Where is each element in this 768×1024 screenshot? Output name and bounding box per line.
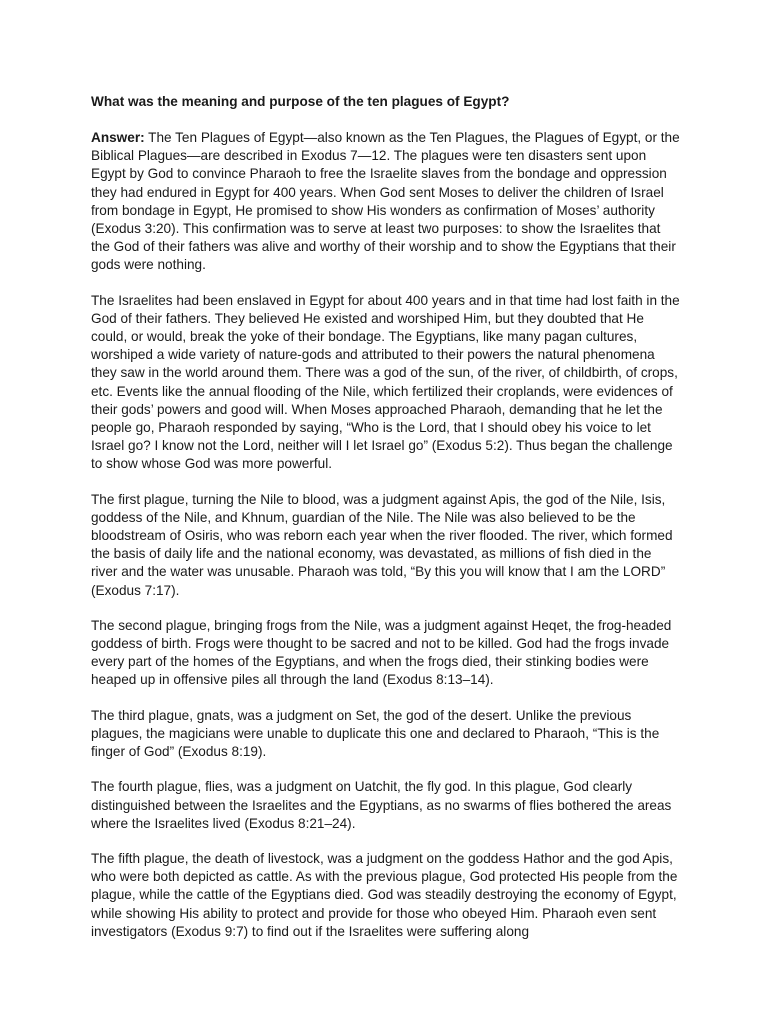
paragraph-israelites-enslaved: The Israelites had been enslaved in Egypt for about 400 years and in that time had lost faith in the God of their fathers. They believed He existed and worshiped Him, but they doubted that He could, or would, break the yoke of their bondage. The Egyptians, like many pagan cultures, worshiped a wide variety of nature-gods and attributed to their powers the natural phenomena they saw in the world around them. There was a god of the sun, of the river, of childbirth, of crops, etc. Events like the annual flooding of the Nile, which fertilized their croplands, were evidences of their gods’ powers and good will. When Moses approached Pharaoh, demanding that he let the people go, Pharaoh responded by saying, “Who is the Lord, that I should obey his voice to let Israel go? I know not the Lord, neither will I let Israel go” (Exodus 5:2). Thus began the challenge to show whose God was more powerful. [91, 292, 680, 472]
answer-text: The Ten Plagues of Egypt—also known as the Ten Plagues, the Plagues of Egypt, or the Biblical Plagues—are described in Exodus 7—12. The plagues were ten disasters sent upon Egypt by God to convince Pharaoh to free the Israelite slaves from the bondage and oppression they had endured in Egypt for 400 years. When God sent Moses to deliver the children of Israel from bondage in Egypt, He promised to show His wonders as confirmation of Moses’ authority (Exodus 3:20). This confirmation was to serve at least two purposes: to show the Israelites that the God of their fathers was alive and worthy of their worship and to show the Egyptians that their gods were nothing. [91, 130, 680, 273]
answer-paragraph [91, 129, 681, 275]
answer-label: Answer: [91, 130, 145, 145]
paragraph-third-plague: The third plague, gnats, was a judgment on Set, the god of the desert. Unlike the previous plagues, the magicians were unable to duplicate this one and declared to Pharaoh, “This is the finger of God” (Exodus 8:19). [91, 707, 660, 760]
paragraph-second-plague: The second plague, bringing frogs from the Nile, was a judgment against Heqet, the frog-headed goddess of birth. Frogs were thought to be sacred and not to be killed. God had the frogs invade every part of the homes of the Egyptians, and when the frogs died, their stinking bodies were heaped up in offensive piles all through the land (Exodus 8:13–14). [91, 617, 672, 688]
paragraph-fourth-plague: The fourth plague, flies, was a judgment on Uatchit, the fly god. In this plague, God clearly distinguished between the Israelites and the Egyptians, as no swarms of flies bothered the areas where the Israelites lived (Exodus 8:21–24). [91, 779, 672, 831]
question-heading: What was the meaning and purpose of the ten plagues of Egypt? [91, 94, 510, 109]
document-page [91, 93, 681, 958]
paragraph-fifth-plague: The fifth plague, the death of livestock, was a judgment on the goddess Hathor and the god Apis, who were both depicted as cattle. As with the previous plague, God protected His people from the plague, while the cattle of the Egyptians died. God was steadily destroying the economy of Egypt, while showing His ability to protect and provide for those who obeyed Him. Pharaoh even sent investigators (Exodus 9:7) to find out if the Israelites were suffering along [91, 850, 678, 939]
paragraph-first-plague: The first plague, turning the Nile to blood, was a judgment against Apis, the god of the Nile, Isis, goddess of the Nile, and Khnum, guardian of the Nile. The Nile was also believed to be the bloodstream of Osiris, who was reborn each year when the river flooded. The river, which formed the basis of daily life and the national economy, was devastated, as millions of fish died in the river and the water was unusable. Pharaoh was told, “By this you will know that I am the LORD” (Exodus 7:17). [91, 491, 673, 598]
